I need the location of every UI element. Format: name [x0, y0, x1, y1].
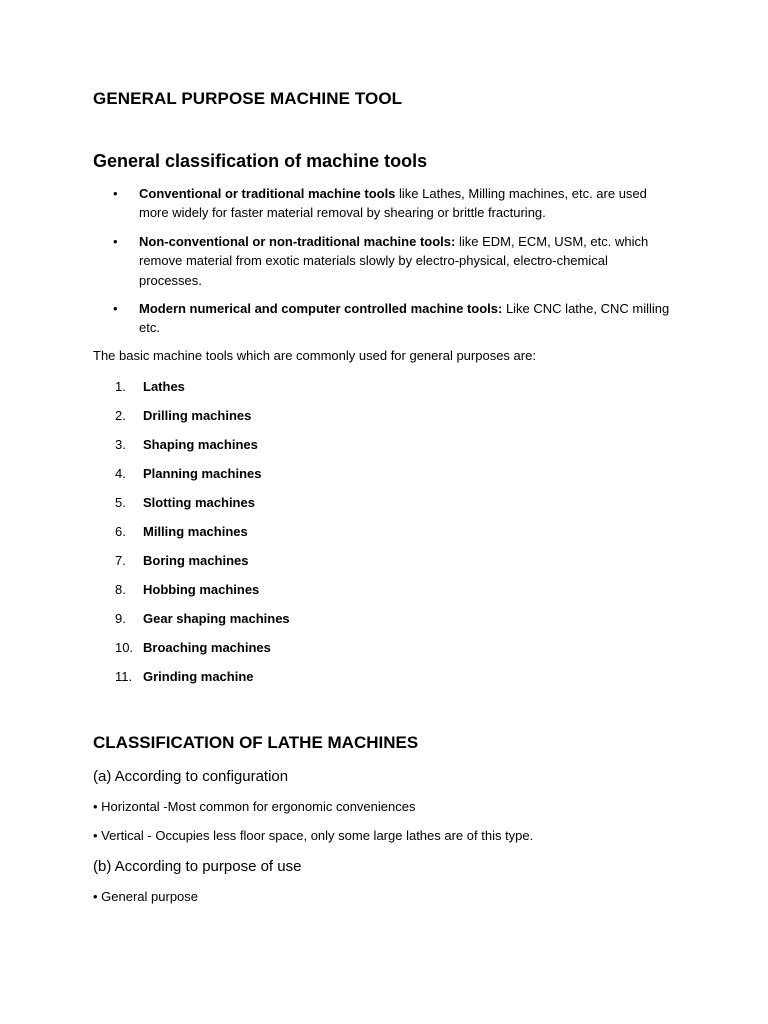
purpose-item-general: • General purpose [93, 889, 199, 904]
list-number: 2. [115, 408, 126, 423]
list-item [93, 464, 493, 493]
list-number: 1. [115, 379, 126, 394]
list-label: Broaching machines [143, 640, 271, 655]
machine-tool-list [93, 377, 493, 696]
bullet-description: Like CNC lathe, CNC milling etc. [139, 301, 670, 336]
classification-bullet-list [93, 184, 673, 347]
list-number: 10. [115, 640, 134, 655]
list-number: 3. [115, 437, 126, 452]
bullet-term: Modern numerical and computer controlled machine tools: [139, 301, 503, 317]
lathe-classification-heading: CLASSIFICATION OF LATHE MACHINES [93, 733, 419, 752]
list-item [93, 667, 493, 696]
list-item [93, 435, 493, 464]
list-item [93, 377, 493, 406]
list-label: Shaping machines [143, 437, 258, 452]
list-number: 4. [115, 466, 126, 481]
machine-list-intro: The basic machine tools which are commonly used for general purposes are: [93, 348, 536, 363]
list-number: 8. [115, 582, 126, 597]
bullet-item-cnc [93, 299, 673, 338]
document-title: GENERAL PURPOSE MACHINE TOOL [93, 89, 403, 108]
list-item [93, 522, 493, 551]
list-number: 11. [115, 669, 133, 684]
list-number: 5. [115, 495, 126, 510]
bullet-item-conventional [93, 184, 673, 223]
bullet-item-non-conventional [93, 232, 673, 290]
list-label: Boring machines [143, 553, 249, 568]
list-number: 7. [115, 553, 126, 568]
classification-heading: General classification of machine tools [93, 151, 428, 171]
list-label: Grinding machine [143, 669, 254, 684]
list-number: 6. [115, 524, 126, 539]
list-label: Slotting machines [143, 495, 255, 510]
list-item [93, 638, 493, 667]
list-item [93, 406, 493, 435]
list-item [93, 551, 493, 580]
list-number: 9. [115, 611, 126, 626]
config-item-vertical: • Vertical - Occupies less floor space, only some large lathes are of this type. [93, 828, 534, 843]
list-item [93, 609, 493, 638]
bullet-term: Conventional or traditional machine tools [139, 186, 396, 201]
list-label: Milling machines [143, 524, 248, 539]
purpose-subheading: (b) According to purpose of use [93, 858, 302, 875]
bullet-description: like Lathes, Milling machines, etc. are used more widely for faster material removal by shearing or brittle fracturing. [139, 186, 647, 221]
bullet-dot: • [113, 301, 118, 317]
bullet-description: like EDM, ECM, USM, etc. which remove material from exotic materials slowly by electro-physical, electro-chemical processes. [139, 233, 649, 288]
config-item-horizontal: • Horizontal -Most common for ergonomic conveniences [93, 799, 416, 814]
list-label: Hobbing machines [143, 582, 260, 597]
configuration-subheading: (a) According to configuration [93, 768, 289, 785]
bullet-dot: • [113, 233, 118, 249]
list-label: Drilling machines [143, 408, 252, 423]
list-label: Gear shaping machines [143, 611, 290, 626]
bullet-term: Non-conventional or non-traditional machine tools: [139, 233, 456, 249]
list-label: Planning machines [143, 466, 262, 481]
list-item [93, 580, 493, 609]
list-label: Lathes [143, 379, 185, 394]
bullet-dot: • [113, 186, 118, 201]
list-item [93, 493, 493, 522]
